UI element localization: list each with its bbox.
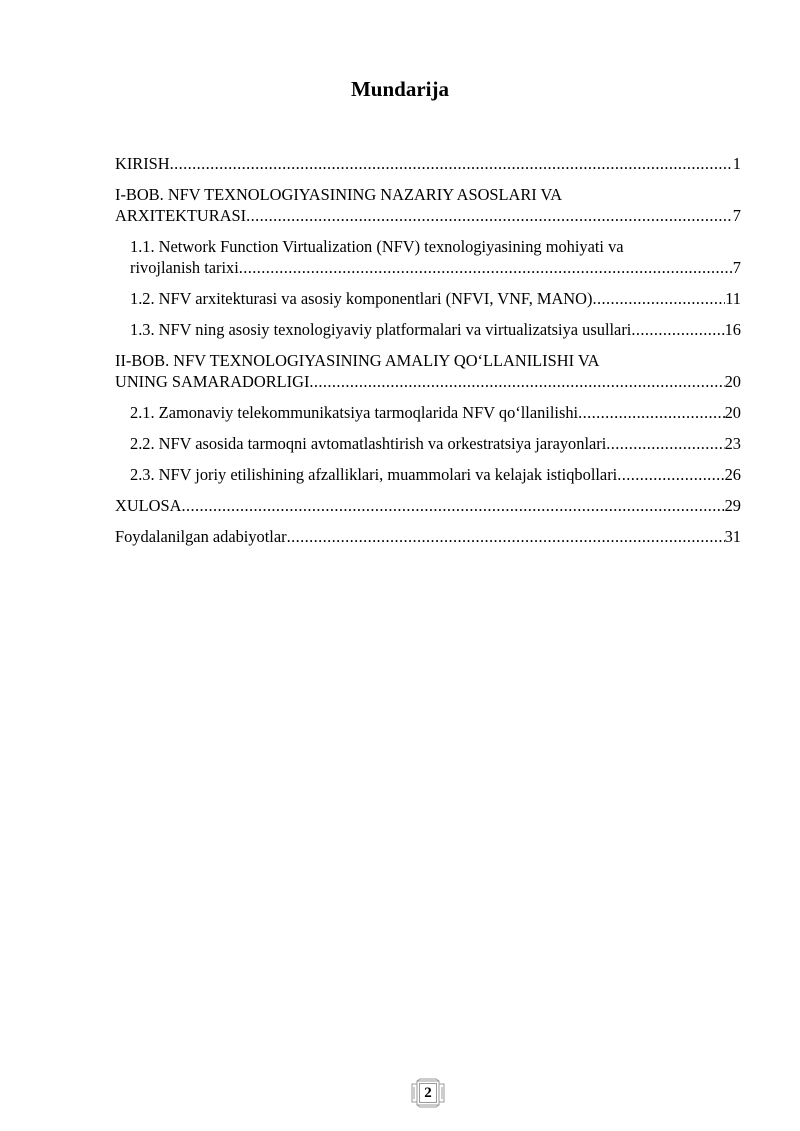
- toc-page-number: 11: [725, 289, 741, 308]
- toc-entry-text-line1: I-BOB. NFV TEXNOLOGIYASINING NAZARIY ASOSLARI VA: [115, 185, 563, 204]
- toc-dot-leader: [606, 433, 724, 454]
- toc-page-number: 23: [724, 434, 741, 453]
- toc-page-number: 31: [724, 527, 741, 546]
- toc-entry-text: 1.3. NFV ning asosiy texnologiyaviy platformalari va virtualizatsiya usullari: [130, 320, 632, 339]
- toc-entry-text-line1: 1.1. Network Function Virtualization (NFV) texnologiyasining mohiyati va: [130, 237, 624, 256]
- toc-entry-xulosa[interactable]: [115, 495, 741, 516]
- toc-entry-text: rivojlanish tarixi: [130, 258, 239, 277]
- toc-entry-adabiyotlar[interactable]: [115, 526, 741, 547]
- toc-dot-leader: [181, 495, 724, 516]
- toc-page-number: 1: [732, 154, 741, 173]
- toc-entry-text: 2.3. NFV joriy etilishining afzalliklari, muammolari va kelajak istiqbollari: [130, 465, 618, 484]
- toc-entry-section-1-3[interactable]: [115, 319, 741, 340]
- toc-page-number: 29: [724, 496, 741, 515]
- toc-dot-leader: [578, 402, 725, 423]
- toc-dot-leader: [287, 526, 725, 547]
- toc-entry-text: 2.2. NFV asosida tarmoqni avtomatlashtirish va orkestratsiya jarayonlari: [130, 434, 607, 453]
- toc-page-number: 26: [724, 465, 741, 484]
- toc-entry-section-1-1[interactable]: [115, 236, 741, 278]
- page-title: Mundarija: [350, 77, 449, 101]
- toc-entry-kirish[interactable]: [115, 153, 741, 174]
- toc-page-number: 20: [724, 372, 741, 391]
- toc-entry-text: ARXITEKTURASI: [115, 206, 247, 225]
- toc-dot-leader: [631, 319, 724, 340]
- toc-entry-text: UNING SAMARADORLIGI: [115, 372, 310, 391]
- toc-entry-text: KIRISH: [115, 154, 170, 173]
- table-of-contents: [115, 153, 741, 557]
- toc-entry-text: 2.1. Zamonaviy telekommunikatsiya tarmoqlarida NFV qo‘llanilishi: [130, 403, 579, 422]
- toc-entry-section-2-1[interactable]: [115, 402, 741, 423]
- toc-dot-leader: [170, 153, 733, 174]
- toc-page-number: 16: [724, 320, 741, 339]
- toc-entry-section-2-3[interactable]: [115, 464, 741, 485]
- toc-dot-leader: [246, 205, 733, 226]
- footer-page-badge: [410, 1078, 446, 1108]
- toc-page-number: 7: [732, 206, 741, 225]
- toc-entry-section-1-2[interactable]: [115, 288, 741, 309]
- toc-dot-leader: [309, 371, 724, 392]
- toc-page-number: 7: [732, 258, 741, 277]
- toc-entry-text: Foydalanilgan adabiyotlar: [115, 527, 287, 546]
- toc-dot-leader: [617, 464, 724, 485]
- toc-dot-leader: [239, 257, 733, 278]
- toc-entry-chapter-1[interactable]: [115, 184, 741, 226]
- toc-entry-section-2-2[interactable]: [115, 433, 741, 454]
- toc-dot-leader: [592, 288, 725, 309]
- toc-page-number: 20: [724, 403, 741, 422]
- toc-entry-text: XULOSA: [115, 496, 182, 515]
- toc-entry-text-line1: II-BOB. NFV TEXNOLOGIYASINING AMALIY QO‘LLANILISHI VA: [115, 351, 600, 370]
- page-number: 2: [424, 1085, 432, 1101]
- toc-entry-chapter-2[interactable]: [115, 350, 741, 392]
- toc-entry-text: 1.2. NFV arxitekturasi va asosiy komponentlari (NFVI, VNF, MANO): [130, 289, 593, 308]
